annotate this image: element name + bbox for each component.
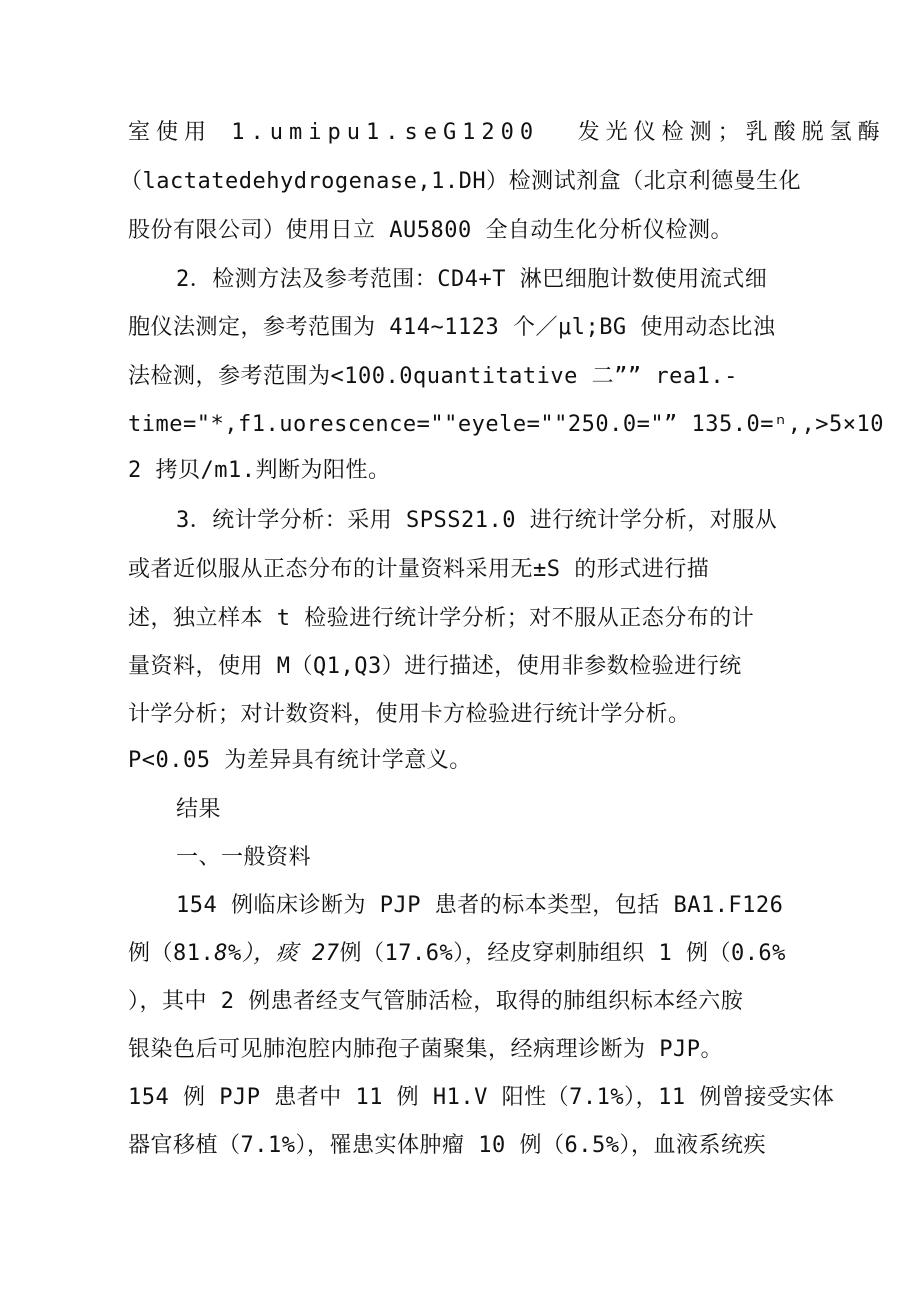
text-line-14: P<0.05 为差异具有统计学意义。: [128, 748, 472, 773]
text-line-13: 计学分析；对计数资料，使用卡方检验进行统计学分析。: [128, 702, 691, 727]
subsection-heading-general-data: 一、一般资料: [176, 845, 312, 870]
text-fragment: 例（17.6%），经皮穿刺肺组织 1 例（0.6%: [339, 941, 786, 966]
text-line-5: 胞仪法测定，参考范围为 414~1123 个／μl;BG 使用动态比浊: [128, 315, 776, 340]
text-line-8: 2 拷贝/m1.判断为阳性。: [128, 458, 391, 483]
text-line-19: ），其中 2 例患者经支气管肺活检，取得的肺组织标本经六胺: [128, 989, 744, 1014]
text-line-12: 量资料，使用 M（Q1,Q3）进行描述，使用非参数检验进行统: [128, 654, 742, 679]
text-line-20: 银染色后可见肺泡腔内肺孢子菌聚集，经病理诊断为 PJP。: [128, 1037, 723, 1062]
text-line-17: 154 例临床诊断为 PJP 患者的标本类型，包括 BA1.F126: [176, 893, 784, 918]
text-line-6: 法检测，参考范围为<100.0quantitative 二”” rea1.-: [128, 364, 738, 389]
text-line-9: 3．统计学分析：采用 SPSS21.0 进行统计学分析，对服从: [176, 508, 778, 533]
text-line-22: 器官移植（7.1%），罹患实体肿瘤 10 例（6.5%），血液系统疾: [128, 1133, 766, 1158]
text-line-11: 述，独立样本 t 检验进行统计学分析；对不服从正态分布的计: [128, 606, 755, 631]
text-line-10: 或者近似服从正态分布的计量资料采用无±S 的形式进行描: [128, 557, 710, 582]
text-line-21: 154 例 PJP 患者中 11 例 H1.V 阳性（7.1%），11 例曾接受实体: [128, 1085, 835, 1110]
text-line-7: time="*,f1.uorescence=""eyele=""250.0="” 135.0=ⁿ,,>5×10: [128, 412, 884, 437]
italic-fragment: 8%），痰 27: [214, 941, 340, 966]
text-line-4: 2．检测方法及参考范围：CD4+T 淋巴细胞计数使用流式细: [176, 267, 768, 292]
text-fragment: 例（81.: [128, 941, 215, 966]
text-line-1: 室使用 1.umipu1.seG1200 发光仪检测；乳酸脱氢酶: [128, 120, 886, 145]
text-line-3: 股份有限公司）使用日立 AU5800 全自动生化分析仪检测。: [128, 218, 733, 243]
text-line-2: （lactatedehydrogenase,1.DH）检测试剂盒（北京利德曼生化: [120, 169, 802, 194]
text-line-18: [128, 939, 786, 969]
section-heading-results: 结果: [176, 797, 222, 822]
